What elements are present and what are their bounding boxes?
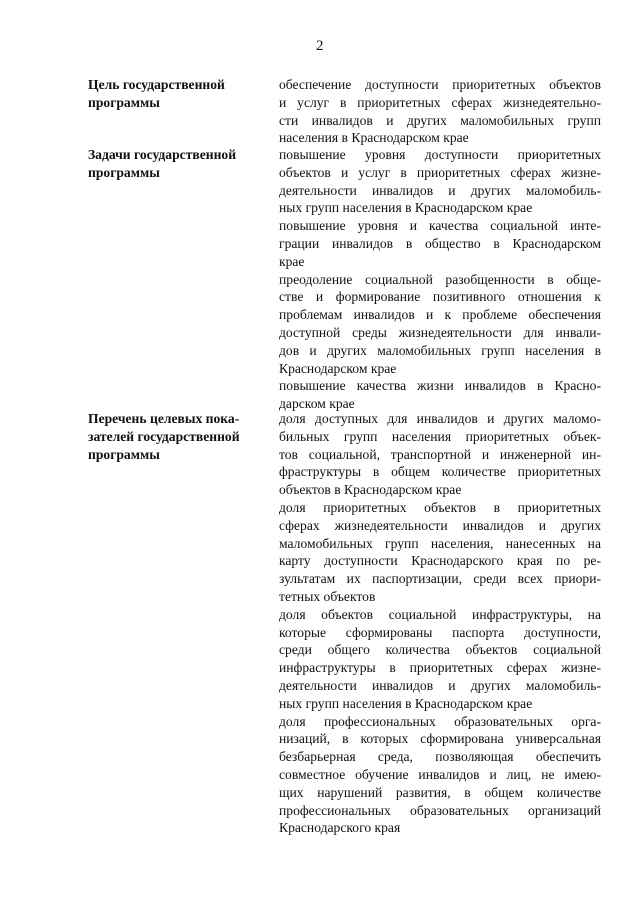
text-line: деятельности инвалидов и других маломобиль- xyxy=(279,182,601,198)
text-line: дов и других маломобильных групп населения в xyxy=(279,342,601,358)
term-line: Цель государственной xyxy=(88,77,225,92)
text-line: сферах жизнедеятельности инвалидов и других xyxy=(279,517,601,533)
section-description xyxy=(279,410,601,837)
text-line: преодоление социальной разобщенности в обще- xyxy=(279,271,601,287)
section-term xyxy=(88,410,268,463)
description-paragraph xyxy=(279,146,601,217)
text-line: доля доступных для инвалидов и других маломо- xyxy=(279,411,601,426)
text-line: сти инвалидов и других маломобильных групп xyxy=(279,112,601,128)
text-line: совместное обучение инвалидов и лиц, не имею- xyxy=(279,766,601,782)
section-description xyxy=(279,76,601,147)
text-line: проблемам инвалидов и к проблеме обеспечения xyxy=(279,307,601,323)
description-paragraph xyxy=(279,410,601,499)
text-line: инфраструктуры в приоритетных сферах жизне- xyxy=(279,660,601,676)
section-term xyxy=(88,76,268,112)
term-line: программы xyxy=(88,446,160,462)
text-line: доля объектов социальной инфраструктуры, на xyxy=(279,606,601,622)
text-line: доля профессиональных образовательных орга- xyxy=(279,713,601,729)
text-line: объектов в Краснодарском крае xyxy=(279,482,462,498)
text-line: тов социальной, транспортной и инженерной ин- xyxy=(279,446,601,462)
text-line: повышение уровня и качества социальной инте- xyxy=(279,218,601,234)
text-line: низаций, в которых сформирована универсальная xyxy=(279,731,601,747)
text-line: деятельности инвалидов и других маломобиль- xyxy=(279,677,601,693)
text-line: безбарьерная среда, позволяющая обеспечить xyxy=(279,749,601,765)
text-line: тетных объектов xyxy=(279,588,376,604)
text-line: грации инвалидов в общество в Краснодарском xyxy=(279,235,601,251)
text-line: доступной среды жизнедеятельности для инвали- xyxy=(279,324,601,340)
text-line: маломобильных групп населения, нанесенных на xyxy=(279,535,601,551)
text-line: зультатам их паспортизации, среди всех приори- xyxy=(279,571,601,587)
text-line: карту доступности Краснодарского края по ре- xyxy=(279,553,601,569)
text-line: населения в Краснодарском крае xyxy=(279,130,469,146)
description-paragraph xyxy=(279,76,601,147)
text-line: доля приоритетных объектов в приоритетных xyxy=(279,499,601,515)
text-line: среди общего количества объектов социальной xyxy=(279,642,601,658)
text-line: щих нарушений развития, в общем количестве xyxy=(279,784,601,800)
text-line: ных групп населения в Краснодарском крае xyxy=(279,695,533,711)
term-line: зателей государственной xyxy=(88,428,240,444)
text-line: объектов и услуг в приоритетных сферах жизне- xyxy=(279,164,601,180)
text-line: бильных групп населения приоритетных объек- xyxy=(279,428,601,444)
text-line: профессиональных образовательных организаций xyxy=(279,802,601,818)
text-line: Краснодарском крае xyxy=(279,360,397,376)
text-line: повышение уровня доступности приоритетных xyxy=(279,147,601,162)
section-term xyxy=(88,146,268,182)
term-line: Перечень целевых пока- xyxy=(88,411,240,426)
section-description xyxy=(279,146,601,413)
term-line: программы xyxy=(88,164,160,180)
description-paragraph xyxy=(279,713,601,838)
term-line: Задачи государственной xyxy=(88,147,237,162)
term-line: программы xyxy=(88,94,160,110)
text-line: стве и формирование позитивного отношения к xyxy=(279,289,601,305)
text-line: дарском крае xyxy=(279,396,355,412)
text-line: и услуг в приоритетных сферах жизнедеятельно- xyxy=(279,94,601,110)
text-line: повышение качества жизни инвалидов в Красно- xyxy=(279,378,601,394)
page-number: 2 xyxy=(316,38,324,54)
text-line: ных групп населения в Краснодарском крае xyxy=(279,200,533,216)
text-line: Краснодарского края xyxy=(279,820,401,836)
description-paragraph xyxy=(279,499,601,606)
description-paragraph xyxy=(279,271,601,378)
description-paragraph xyxy=(279,377,601,413)
description-paragraph xyxy=(279,606,601,713)
description-paragraph xyxy=(279,217,601,270)
text-line: которые сформированы паспорта доступности, xyxy=(279,624,601,640)
text-line: обеспечение доступности приоритетных объектов xyxy=(279,77,601,92)
text-line: крае xyxy=(279,253,305,269)
text-line: фраструктуры в общем количестве приоритетных xyxy=(279,464,601,480)
